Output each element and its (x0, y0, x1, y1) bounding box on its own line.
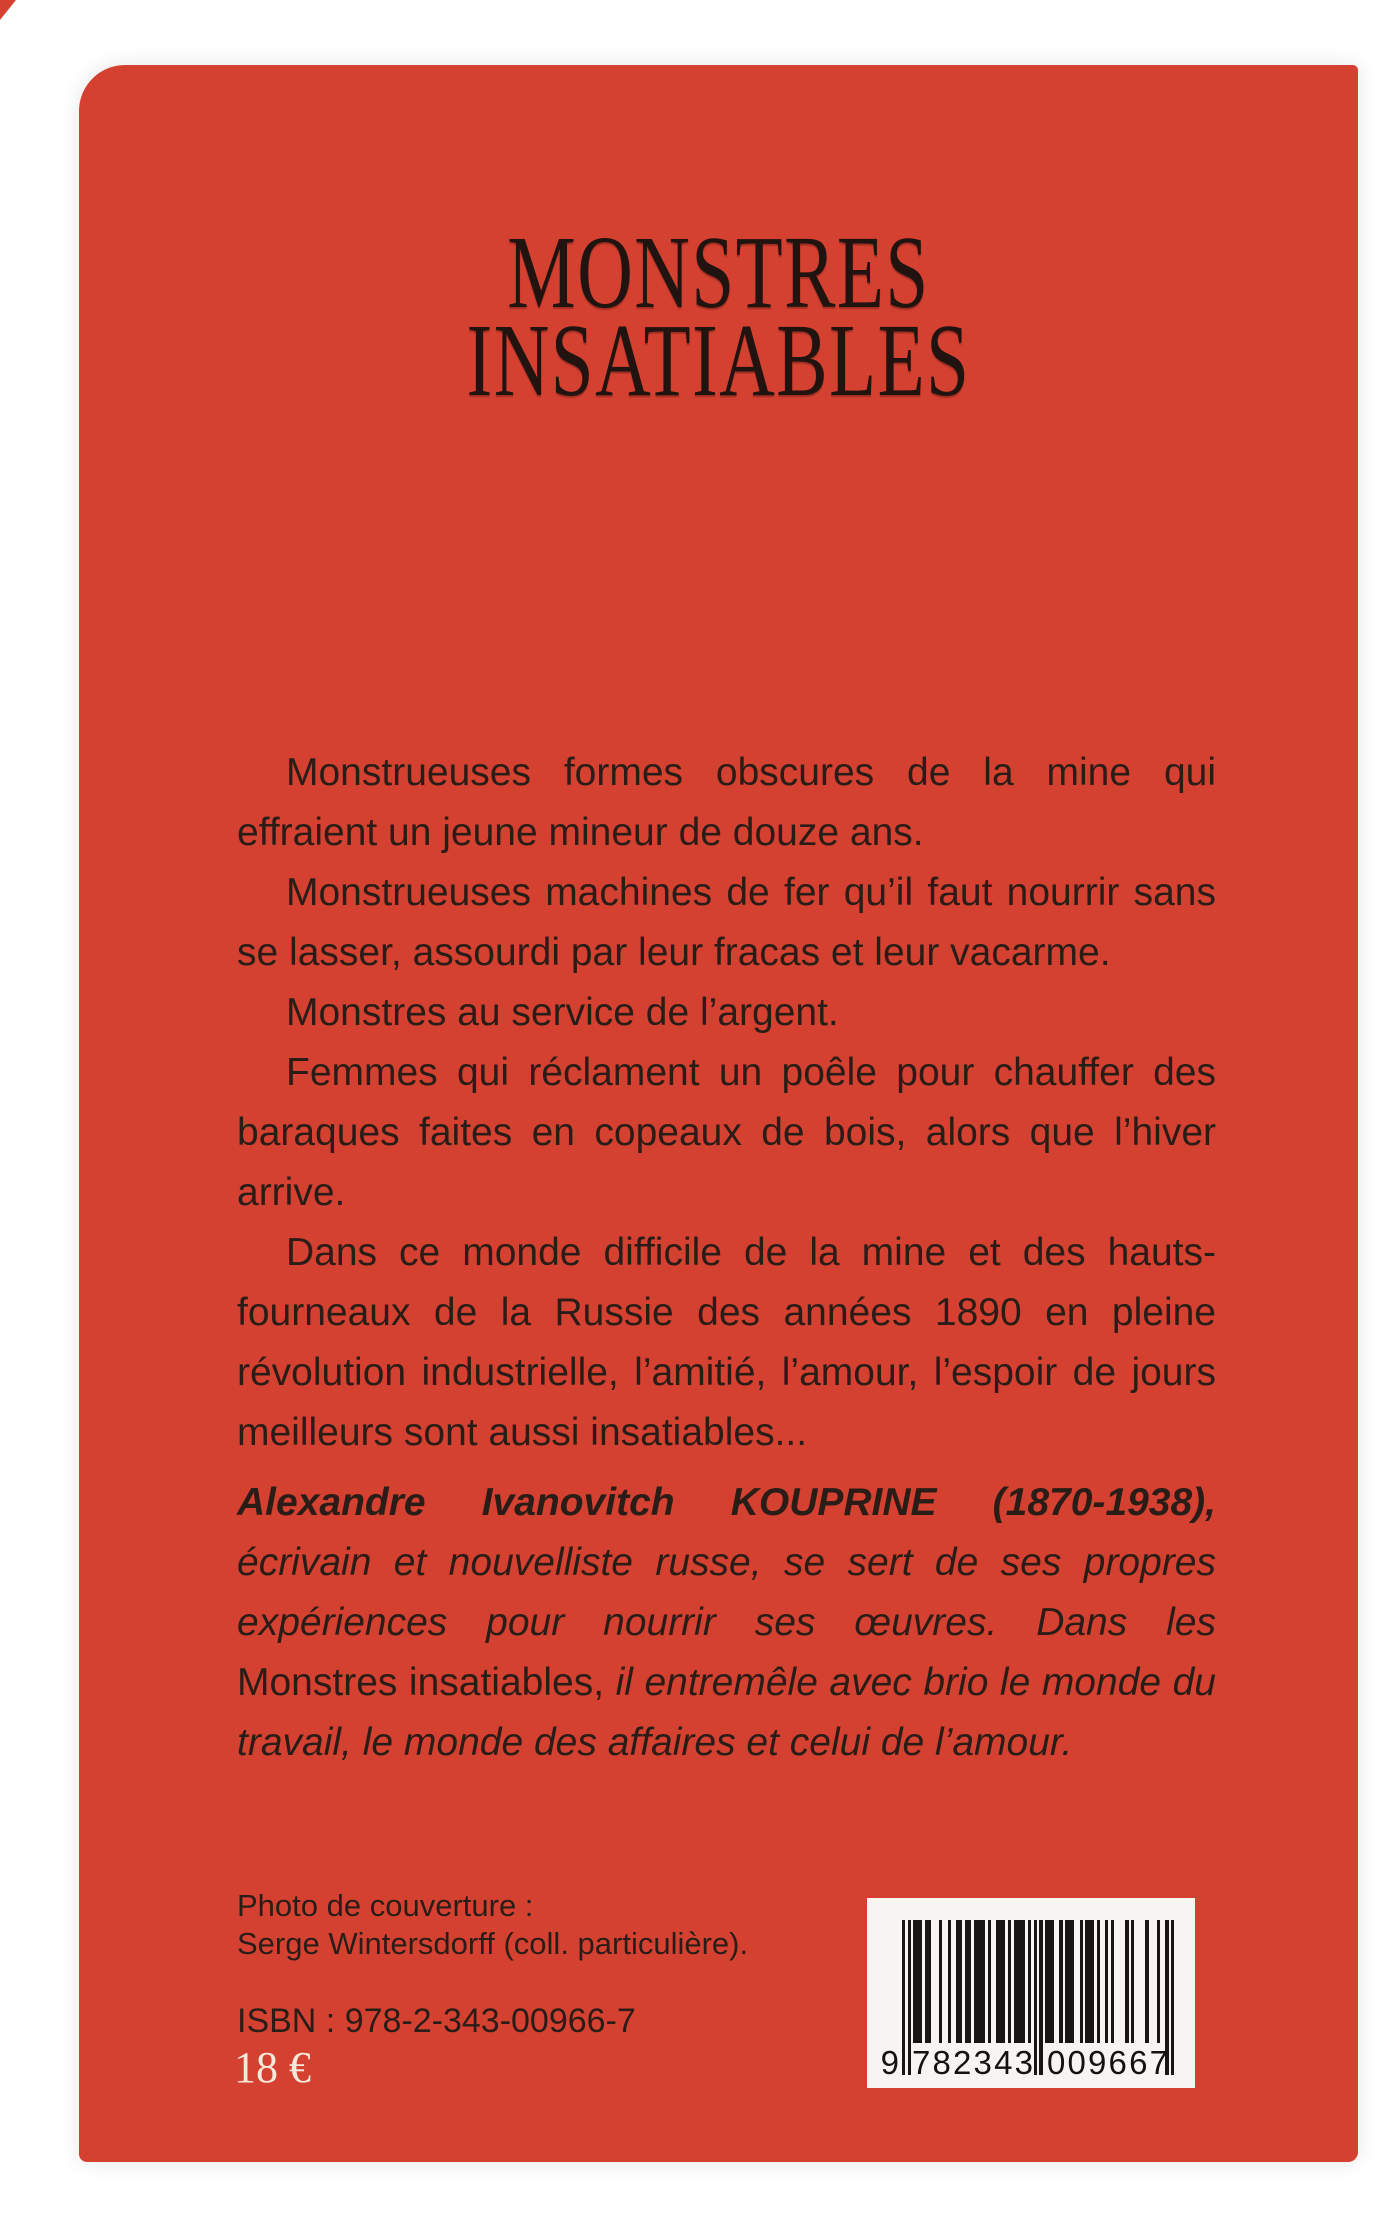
isbn-line: ISBN : 978-2-343-00966-7 (237, 2002, 636, 2040)
photo-credit-label: Photo de couverture : (237, 1888, 534, 1923)
barcode-digit-system: 9 (880, 2044, 899, 2081)
synopsis-paragraph: Dans ce monde difficile de la mine et des hauts-fourneaux de la Russie des années 1890 en pleine révolution industrielle, l’amitié, l’amour, l’espoir de jours meilleurs sont aussi insatiables... (237, 1231, 1216, 1454)
barcode-digits (867, 2045, 1195, 2085)
book-title-line1: MONSTRES (507, 215, 930, 330)
book-title-line2: INSATIABLES (466, 303, 971, 418)
barcode-digit-group-right: 0 0 9 6 6 7 (1047, 2044, 1168, 2081)
synopsis-paragraph: Femmes qui réclament un poêle pour chauffer des baraques faites en copeaux de bois, alors que l’hiver arrive. (237, 1051, 1216, 1214)
scan-corner-artifact (0, 0, 16, 20)
barcode-digit-group-left: 7 8 2 3 4 3 (912, 2044, 1033, 2081)
price: 18 € (234, 2043, 311, 2092)
synopsis-paragraph: Monstres au service de l’argent. (286, 991, 839, 1034)
book-title-inline: Monstres insatiables, (237, 1661, 605, 1704)
synopsis-paragraph: Monstrueuses formes obscures de la mine qui effraient un jeune mineur de douze ans. (237, 751, 1216, 854)
author-note-text: écrivain et nouvelliste russe, se sert de ses propres expériences pour nourrir ses œuvres. Dans les (237, 1541, 1216, 1644)
book-back-cover (79, 65, 1358, 2162)
synopsis (237, 743, 1216, 1463)
author-name: Alexandre Ivanovitch KOUPRINE (1870-1938), (237, 1481, 1216, 1524)
ean13-barcode (867, 1898, 1195, 2088)
photo-credit-name: Serge Wintersdorff (coll. particulière). (237, 1926, 749, 1961)
author-note-text: il entremêle avec brio le monde du travail, le monde des affaires et celui de l’amour. (237, 1661, 1216, 1764)
synopsis-paragraph: Monstrueuses machines de fer qu’il faut nourrir sans se lasser, assourdi par leur fracas et leur vacarme. (237, 871, 1216, 974)
author-note (237, 1473, 1216, 1773)
cover-photo-credit (237, 1887, 937, 1963)
book-title (245, 215, 1191, 418)
